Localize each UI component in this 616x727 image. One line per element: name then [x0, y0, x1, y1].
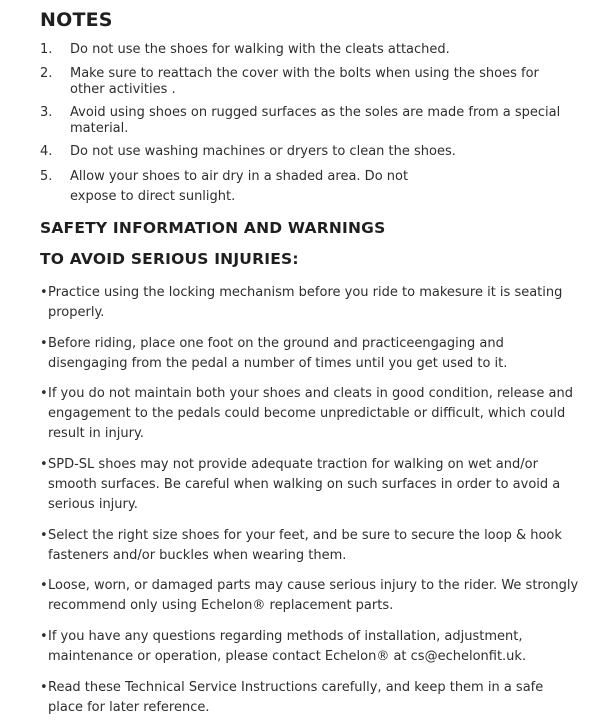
safety-subheading: TO AVOID SERIOUS INJURIES:: [40, 250, 299, 268]
note-number: 2.: [40, 66, 53, 81]
note-text: Allow your shoes to air dry in a shaded area. Do not expose to direct sunlight.: [70, 169, 409, 204]
safety-text: SPD-SL shoes may not provide adequate traction for walking on wet and/or smooth surfaces. Be careful when walking on such surfaces in order to avoid a serious injury.: [48, 457, 561, 512]
safety-item-5: [40, 526, 585, 566]
note-number: 4.: [40, 144, 53, 159]
note-number: 1.: [40, 42, 53, 57]
bullet-marker: •: [40, 578, 48, 593]
safety-item-2: [40, 334, 560, 374]
note-item-2: [40, 66, 560, 98]
safety-item-6: [40, 576, 592, 616]
note-item-4: [40, 144, 580, 160]
safety-item-1: [40, 283, 592, 323]
bullet-marker: •: [40, 285, 48, 300]
safety-text: Select the right size shoes for your feet, and be sure to secure the loop & hook fasteners and/or buckles when wearing them.: [48, 528, 562, 563]
safety-item-8: [40, 678, 570, 718]
safety-text: If you have any questions regarding methods of installation, adjustment, maintenance or operation, please contact Echelon® at cs@echelonfit.uk.: [48, 629, 527, 664]
bullet-marker: •: [40, 386, 48, 401]
safety-item-3: [40, 384, 592, 444]
bullet-marker: •: [40, 629, 48, 644]
note-text: Make sure to reattach the cover with the bolts when using the shoes for other activities .: [70, 66, 539, 97]
bullet-marker: •: [40, 336, 48, 351]
bullet-marker: •: [40, 528, 48, 543]
note-text: Avoid using shoes on rugged surfaces as the soles are made from a special material.: [70, 105, 561, 136]
note-item-3: [40, 105, 585, 137]
safety-text: Loose, worn, or damaged parts may cause serious injury to the rider. We strongly recommend only using Echelon® replacement parts.: [48, 578, 579, 613]
note-text: Do not use the shoes for walking with the cleats attached.: [70, 42, 450, 57]
safety-item-4: [40, 455, 585, 515]
bullet-marker: •: [40, 680, 48, 695]
safety-heading: SAFETY INFORMATION AND WARNINGS: [40, 219, 386, 237]
safety-text: Read these Technical Service Instructions carefully, and keep them in a safe place for later reference.: [48, 680, 544, 715]
note-text: Do not use washing machines or dryers to clean the shoes.: [70, 144, 456, 159]
safety-text: If you do not maintain both your shoes and cleats in good condition, release and engagement to the pedals could become unpredictable or difficult, which could result in injury.: [48, 386, 573, 441]
safety-text: Before riding, place one foot on the ground and practiceengaging and disengaging from the pedal a number of times until you get used to it.: [48, 336, 508, 371]
bullet-marker: •: [40, 457, 48, 472]
note-number: 5.: [40, 169, 53, 184]
safety-item-7: [40, 627, 592, 667]
note-item-5: [40, 167, 455, 207]
note-number: 3.: [40, 105, 53, 120]
notes-title: NOTES: [40, 9, 113, 31]
safety-text: Practice using the locking mechanism before you ride to makesure it is seating properly.: [48, 285, 563, 320]
note-item-1: [40, 42, 580, 58]
